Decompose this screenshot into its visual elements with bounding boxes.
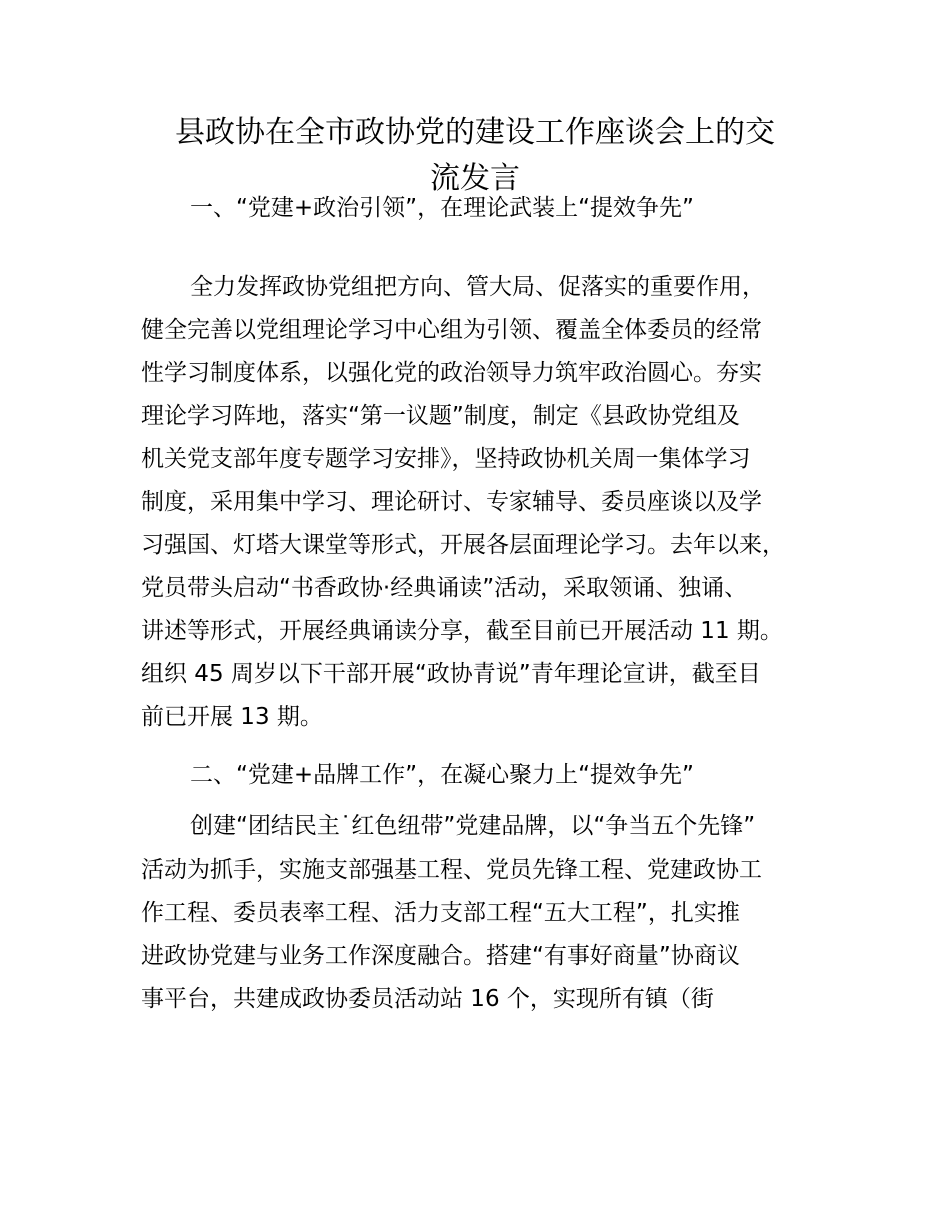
- paragraph-1-line-1: 全力发挥政协党组把方向、管大局、促落实的重要作用，: [190, 274, 765, 300]
- paragraph-1-line-2: 健全完善以党组理论学习中心组为引领、覆盖全体委员的经常: [141, 317, 762, 343]
- paragraph-2-line-5: 事平台，共建成政协委员活动站 16 个，实现所有镇（街: [141, 986, 714, 1012]
- paragraph-2-line-4: 进政协党建与业务工作深度融合。搭建“有事好商量”协商议: [141, 943, 740, 969]
- paragraph-1-line-8: 党员带头启动“书香政协·经典诵读”活动，采取领诵、独诵、: [141, 575, 748, 601]
- title-line-1: 县政协在全市政协党的建设工作座谈会上的交: [175, 115, 775, 150]
- paragraph-1-line-11: 前已开展 13 期。: [141, 704, 323, 730]
- paragraph-1-line-5: 机关党支部年度专题学习安排》，坚持政协机关周一集体学习: [141, 446, 751, 472]
- document-title: [120, 110, 830, 202]
- paragraph-1-line-10: 组织 45 周岁以下干部开展“政协青说”青年理论宣讲，截至目: [141, 661, 761, 687]
- paragraph-2-line-2: 活动为抓手，实施支部强基工程、党员先锋工程、党建政协工: [141, 857, 762, 883]
- paragraph-1-line-6: 制度，采用集中学习、理论研讨、专家辅导、委员座谈以及学: [141, 489, 762, 515]
- paragraph-1-line-3: 性学习制度体系，以强化党的政治领导力筑牢政治圆心。夯实: [141, 360, 762, 386]
- paragraph-1-line-4: 理论学习阵地，落实“第一议题”制度，制定《县政协党组及: [141, 403, 740, 429]
- paragraph-2-line-1: 创建“团结民主˙红色纽带”党建品牌，以“争当五个先锋”: [190, 813, 756, 839]
- title-line-2: 流发言: [430, 161, 520, 196]
- paragraph-2-line-3: 作工程、委员表率工程、活力支部工程“五大工程”，扎实推: [141, 900, 740, 926]
- paragraph-1-line-9: 讲述等形式，开展经典诵读分享，截至目前已开展活动 11 期。: [141, 618, 783, 644]
- section-heading-2: 二、“党建+品牌工作”，在凝心聚力上“提效争先”: [190, 762, 694, 788]
- paragraph-1-line-7: 习强国、灯塔大课堂等形式，开展各层面理论学习。去年以来，: [141, 532, 785, 558]
- section-heading-1: 一、“党建+政治引领”，在理论武装上“提效争先”: [190, 195, 694, 221]
